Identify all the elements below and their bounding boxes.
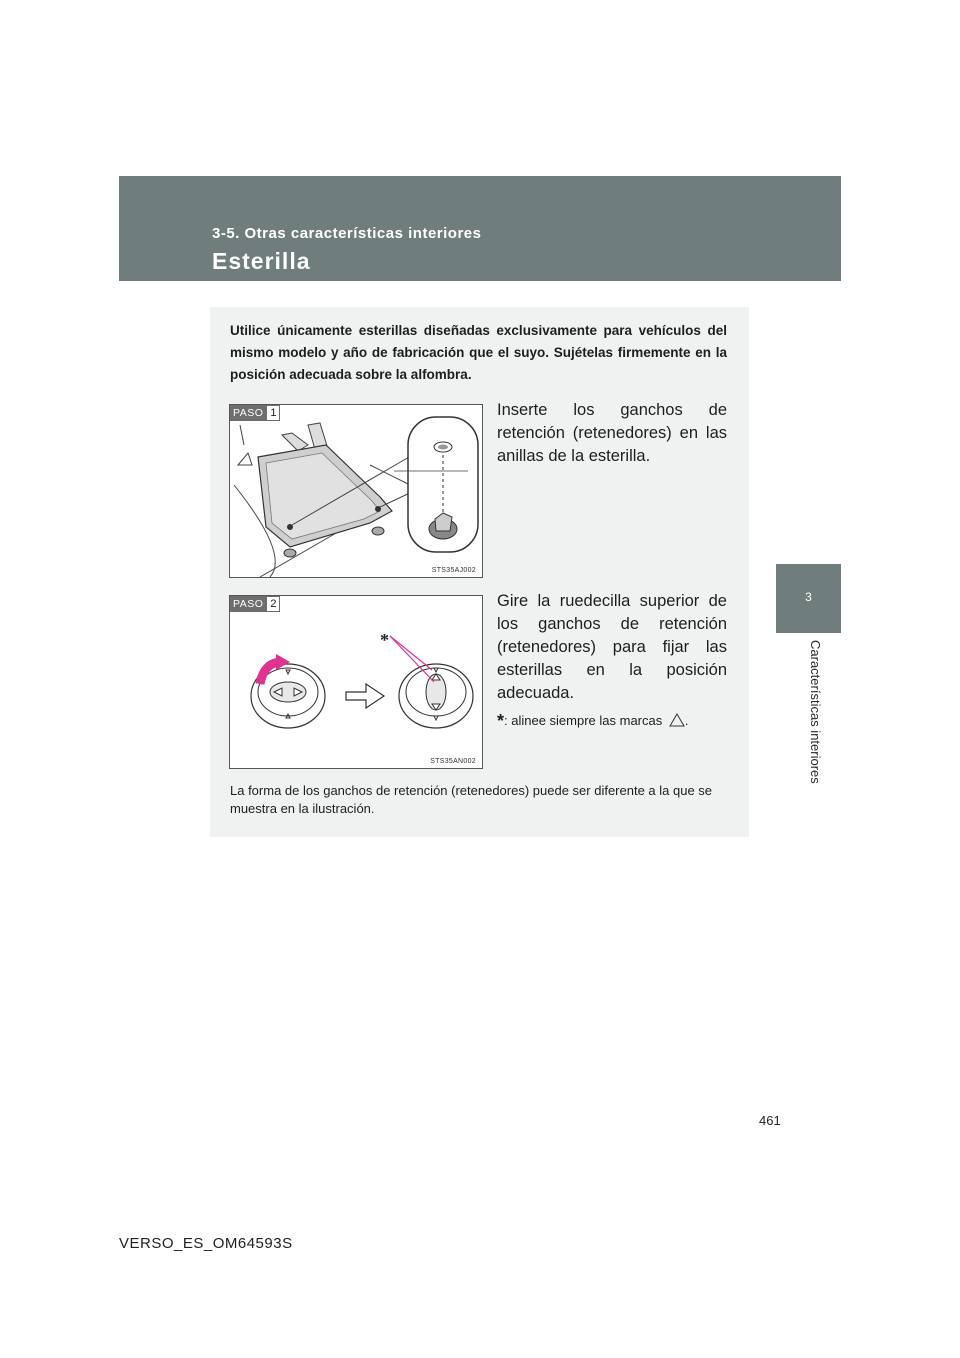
triangle-mark-icon	[669, 713, 685, 727]
alignment-note	[497, 711, 732, 732]
svg-text:*: *	[380, 630, 389, 650]
retainer-rotation-illustration	[230, 596, 482, 768]
document-code: VERSO_ES_OM64593S	[119, 1235, 293, 1252]
step-2-badge	[230, 596, 280, 612]
floor-mat-illustration	[230, 405, 482, 577]
step-number: 2	[266, 596, 280, 612]
chapter-tab	[776, 564, 841, 633]
note-suffix: .	[684, 713, 689, 728]
warning-text: Utilice únicamente esterillas diseñadas exclusivamente para vehículos del mismo modelo y año de fabricación que el suyo. Sujételas firmemente en la posición adecuada sobre la alfombra.	[230, 323, 727, 382]
content-box	[210, 307, 749, 837]
chapter-number: 3	[805, 590, 812, 604]
step-1-illustration	[229, 404, 483, 578]
chapter-title-vertical: Características interiores	[808, 640, 823, 784]
step-1-badge	[230, 405, 280, 421]
step-label: PASO	[230, 596, 266, 612]
page-number: 461	[759, 1113, 781, 1128]
step-label: PASO	[230, 405, 266, 421]
asterisk-marker: *	[497, 711, 505, 731]
note-text: : alinee siempre las marcas	[504, 713, 663, 728]
step-number: 1	[266, 405, 280, 421]
page-title: Esterilla	[212, 248, 311, 274]
image-code: STS35AN002	[430, 758, 476, 765]
step-2-illustration	[229, 595, 483, 769]
page-header	[119, 176, 841, 281]
step-2-text: Gire la ruedecilla superior de los ganchos de retención (retenedores) para fijar las esterillas en la posición adecuada.	[497, 592, 727, 702]
footnote-text: La forma de los ganchos de retención (retenedores) puede ser diferente a la que se muestra en la ilustración.	[230, 783, 713, 816]
section-label: 3-5. Otras características interiores	[212, 225, 482, 242]
step-1-text: Inserte los ganchos de retención (retenedores) en las anillas de la esterilla.	[497, 401, 727, 465]
image-code: STS35AJ002	[431, 567, 476, 574]
